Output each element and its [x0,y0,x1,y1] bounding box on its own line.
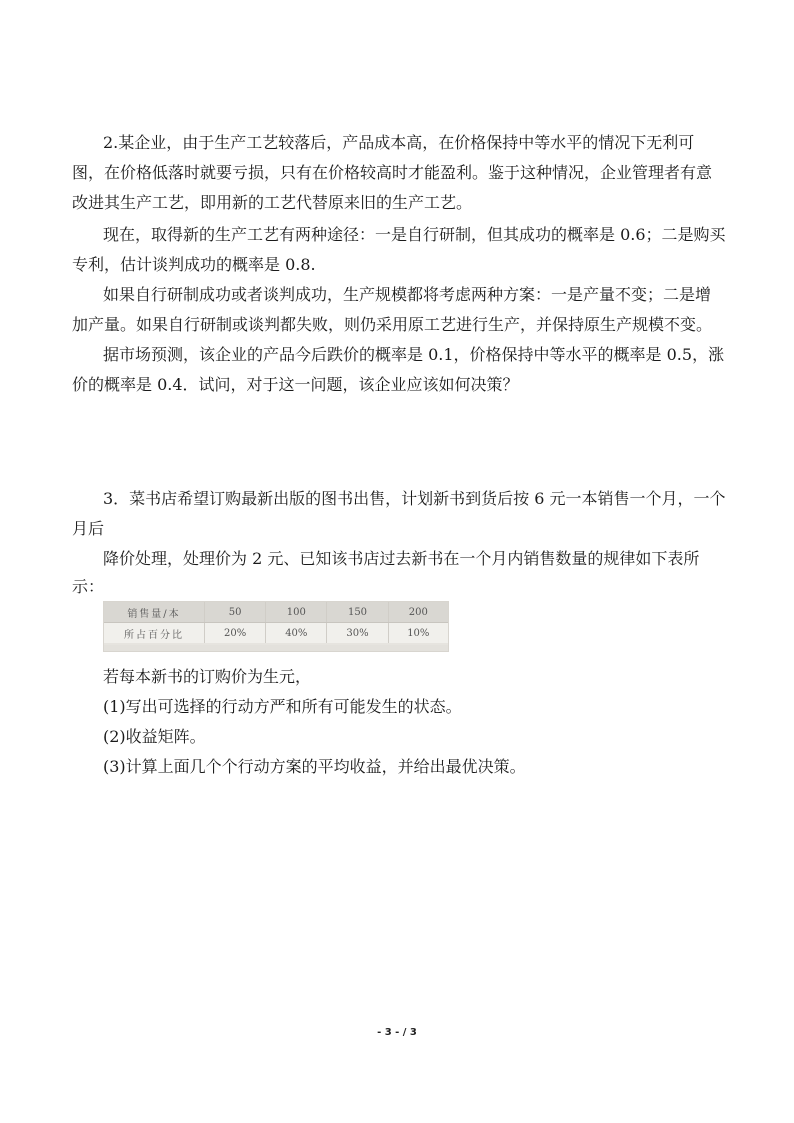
problem2-line-6: 如果自行研制成功或者谈判成功，生产规模都将考虑两种方案：一是产量不变；二是增 [103,285,712,304]
table-percentage-cell: 20% [205,623,266,644]
problem2-line-2: 图，在价格低落时就要亏损，只有在价格较高时才能盈利。鉴于这种情况，企业管理者有意 [72,163,713,182]
problem3-question-1: (1)写出可选择的行动方严和所有可能发生的状态。 [103,697,462,716]
problem2-line-9: 价的概率是 0.4．试问，对于这一问题，该企业应该如何决策？ [72,375,519,394]
problem3-line-3: 降价处理，处理价为 2 元、已知该书店过去新书在一个月内销售数量的规律如下表所 [103,549,700,568]
sales-distribution-table [103,601,449,652]
problem2-line-7: 加产量。如果自行研制或谈判都失败，则仍采用原工艺进行生产，并保持原生产规模不变。 [72,315,713,334]
problem2-line-3: 改进其生产工艺，即用新的工艺代替原来旧的生产工艺。 [72,193,473,212]
table-quantity-cell: 200 [388,602,448,623]
table-header-row [104,602,448,623]
problem3-after-line-1: 若每本新书的订购价为生元， [103,667,312,686]
problem2-line-8: 据市场预测，该企业的产品今后跌价的概率是 0.1，价格保持中等水平的概率是 0.5，涨 [103,345,725,364]
problem3-question-3: (3)计算上面几个个行动方案的平均收益，并给出最优决策。 [103,757,526,776]
table-header-label: 销售量/本 [104,602,205,623]
problem2-line-1: 2.某企业，由于生产工艺较落后，产品成本高，在价格保持中等水平的情况下无利可 [103,133,695,152]
table-row [104,623,448,644]
page-number: - 3 - / 3 [377,1027,417,1038]
problem3-line-4: 示： [72,577,105,596]
problem3-line-2: 月后 [72,519,105,538]
table-percentage-cell: 10% [388,623,448,644]
problem3-question-2: (2)收益矩阵。 [103,727,206,746]
table-quantity-cell: 100 [266,602,327,623]
table-percentage-cell: 40% [266,623,327,644]
table-quantity-cell: 50 [205,602,266,623]
problem2-line-5: 专利，估计谈判成功的概率是 0.8. [72,255,316,274]
table-row-label: 所占百分比 [104,623,205,644]
table-percentage-cell: 30% [327,623,388,644]
problem3-line-1: 3．菜书店希望订购最新出版的图书出售，计划新书到货后按 6 元一本销售一个月，一个 [103,489,726,508]
table-quantity-cell: 150 [327,602,388,623]
problem2-line-4: 现在，取得新的生产工艺有两种途径：一是自行研制，但其成功的概率是 0.6；二是购买 [103,225,726,244]
scan-cut-strip [104,645,448,651]
